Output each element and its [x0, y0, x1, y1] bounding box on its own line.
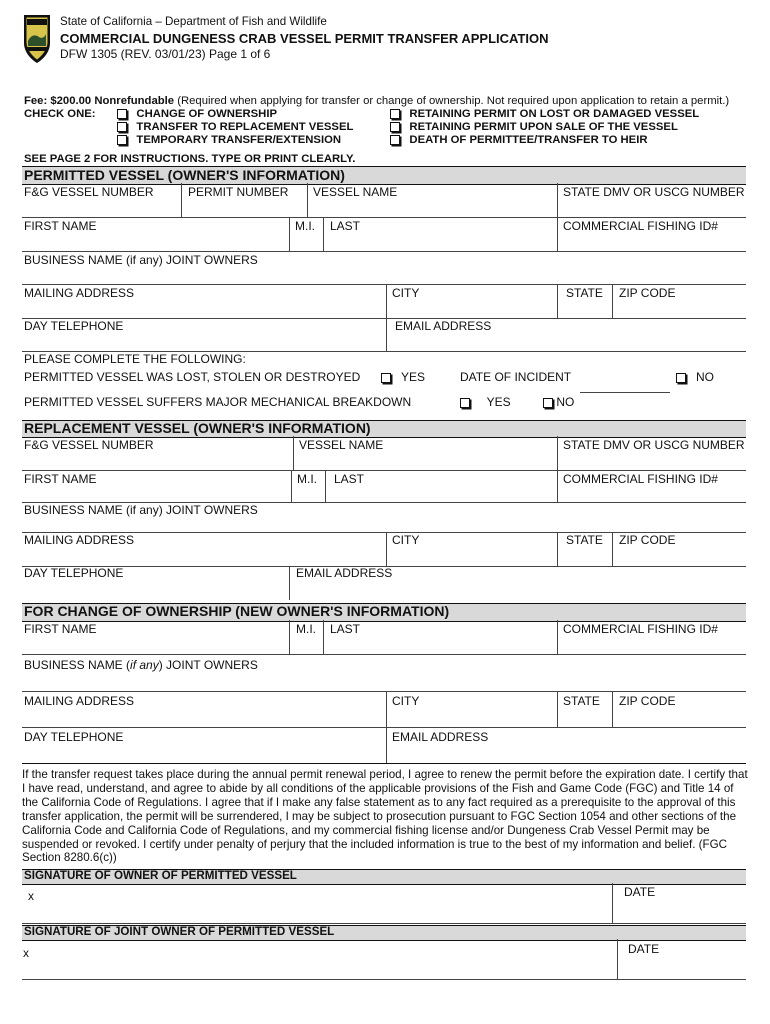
business-italic: if any [130, 658, 159, 672]
day-telephone-label: DAY TELEPHONE [24, 730, 124, 744]
form-title: COMMERCIAL DUNGENESS CRAB VESSEL PERMIT TRANSFER APPLICATION [60, 31, 549, 46]
fee-note: (Required when applying for transfer or change of ownership. Not required upon application to retain a permit.) [177, 95, 730, 107]
fishing-id-field[interactable] [558, 486, 746, 501]
state-dmv-label: STATE DMV OR USCG NUMBER [563, 438, 745, 452]
city-field[interactable] [387, 709, 556, 726]
option-label: TRANSFER TO REPLACEMENT VESSEL [136, 121, 354, 133]
mi-field[interactable] [290, 233, 322, 250]
checkbox[interactable] [381, 373, 391, 383]
divider [22, 654, 746, 655]
business-name-label: BUSINESS NAME (if any) JOINT OWNERS [24, 253, 258, 267]
fee-line [24, 95, 729, 107]
mi-label: M.I. [296, 622, 316, 636]
joint-date-label: DATE [628, 942, 660, 956]
mi-field[interactable] [290, 636, 322, 653]
owner-signature-x: x [28, 889, 34, 903]
mailing-address-label: MAILING ADDRESS [24, 286, 135, 300]
checkbox[interactable] [543, 398, 553, 408]
fishing-id-label: COMMERCIAL FISHING ID# [563, 622, 718, 636]
last-name-label: LAST [330, 219, 361, 233]
last-name-field[interactable] [324, 636, 556, 653]
first-name-label: FIRST NAME [24, 472, 97, 486]
fg-vessel-number-label: F&G VESSEL NUMBER [24, 438, 154, 452]
joint-date-field[interactable] [619, 956, 746, 978]
joint-signature-field[interactable] [22, 940, 616, 978]
last-name-field[interactable] [326, 486, 556, 501]
option-retain-lost[interactable] [390, 108, 699, 120]
divider [22, 318, 746, 319]
city-label: CITY [392, 694, 420, 708]
option-temporary-transfer[interactable] [117, 134, 341, 146]
divider [22, 727, 746, 728]
checkbox[interactable] [390, 109, 400, 119]
city-field[interactable] [387, 548, 556, 565]
yes-label: YES [401, 370, 426, 384]
checkbox[interactable] [117, 109, 127, 119]
no-label: NO [696, 370, 715, 384]
day-telephone-label: DAY TELEPHONE [24, 319, 124, 333]
agency-logo [22, 13, 52, 65]
replacement-vessel-heading: REPLACEMENT VESSEL (OWNER'S INFORMATION) [24, 420, 371, 436]
breakdown-no-option[interactable] [543, 395, 574, 409]
vessel-name-label: VESSEL NAME [299, 438, 384, 452]
first-name-field[interactable] [22, 233, 288, 250]
email-field[interactable] [290, 581, 746, 598]
vessel-name-field[interactable] [294, 452, 556, 469]
fee-amount: Fee: $200.00 Nonrefundable [24, 95, 175, 107]
agency-name: State of California – Department of Fish and Wildlife [60, 15, 327, 28]
permit-number-field[interactable] [182, 199, 306, 216]
zip-code-field[interactable] [613, 709, 746, 726]
fishing-id-field[interactable] [558, 233, 746, 250]
fishing-id-label: COMMERCIAL FISHING ID# [563, 219, 718, 233]
first-name-label: FIRST NAME [24, 219, 97, 233]
divider [22, 979, 746, 980]
fg-vessel-number-field[interactable] [22, 199, 180, 216]
owner-signature-field[interactable] [22, 884, 612, 922]
owner-date-field[interactable] [614, 899, 746, 921]
divider [617, 939, 618, 979]
option-label: TEMPORARY TRANSFER/EXTENSION [136, 134, 342, 146]
form-id: DFW 1305 (REV. 03/01/23) Page 1 of 6 [60, 47, 271, 61]
mailing-address-field[interactable] [22, 300, 385, 317]
email-label: EMAIL ADDRESS [392, 730, 489, 744]
state-dmv-field[interactable] [558, 452, 746, 469]
day-telephone-field[interactable] [22, 745, 385, 762]
state-label: STATE [566, 533, 603, 547]
joint-signature-x: x [23, 946, 29, 960]
owner-signature-label: SIGNATURE OF OWNER OF PERMITTED VESSEL [24, 869, 297, 882]
lost-no-option[interactable] [676, 370, 714, 384]
mailing-address-label: MAILING ADDRESS [24, 533, 135, 547]
divider [22, 251, 746, 252]
divider [22, 470, 746, 471]
permit-number-label: PERMIT NUMBER [188, 185, 289, 199]
city-label: CITY [392, 286, 420, 300]
date-of-incident-label: DATE OF INCIDENT [460, 370, 572, 384]
mi-field[interactable] [292, 486, 324, 501]
please-complete-label: PLEASE COMPLETE THE FOLLOWING: [24, 352, 246, 366]
divider [22, 217, 746, 218]
mailing-address-field[interactable] [22, 709, 385, 726]
zip-code-field[interactable] [613, 300, 746, 317]
option-label: RETAINING PERMIT UPON SALE OF THE VESSEL [409, 121, 678, 133]
last-name-label: LAST [334, 472, 365, 486]
day-telephone-field[interactable] [22, 333, 385, 350]
state-field[interactable] [558, 709, 611, 726]
yes-label: YES [486, 395, 511, 409]
instructions-note: SEE PAGE 2 FOR INSTRUCTIONS. TYPE OR PRINT CLEARLY. [24, 153, 356, 165]
business-name-label: BUSINESS NAME (if any) JOINT OWNERS [24, 503, 258, 517]
first-name-field[interactable] [22, 636, 288, 653]
state-field[interactable] [558, 300, 611, 317]
zip-code-label: ZIP CODE [619, 533, 676, 547]
city-label: CITY [392, 533, 420, 547]
divider [22, 763, 746, 764]
last-name-field[interactable] [324, 233, 556, 250]
fishing-id-field[interactable] [558, 636, 746, 653]
fg-vessel-number-label: F&G VESSEL NUMBER [24, 185, 154, 199]
checkbox[interactable] [117, 122, 127, 132]
new-owner-heading: FOR CHANGE OF OWNERSHIP (NEW OWNER'S INFORMATION) [24, 603, 450, 619]
mi-label: M.I. [297, 472, 317, 486]
date-of-incident-field[interactable] [580, 378, 670, 393]
divider [22, 923, 746, 924]
checkbox[interactable] [390, 135, 400, 145]
certification-text: If the transfer request takes place during the annual permit renewal period, I agree to renew the permit before the expiration date. I certify that I have read, understand, and agree to abide by all conditions of the applicable provisions of the Fish and Game Code (FGC) and Title 14 of the California Code of Regulations. I agree that if I make any false statement as to any fact required as a prerequisite to the approval of this transfer application, the permit will be surrendered, I may be subject to prosecution pursuant to FGC Section 1054 and other sections of the California Code and California Code of Regulations, and my commercial fishing license and/or Dungeness Crab Vessel Permit may be suspended or revoked. I certify under penalty of perjury that the included information is true to the best of my information and belief. (FGC Section 8280.6(c)) [22, 768, 748, 865]
vessel-name-label: VESSEL NAME [313, 185, 398, 199]
state-dmv-label: STATE DMV OR USCG NUMBER [563, 185, 745, 199]
breakdown-yes-option[interactable] [460, 395, 511, 409]
zip-code-label: ZIP CODE [619, 694, 676, 708]
business-name-label [24, 658, 258, 672]
business-name-field[interactable] [22, 517, 746, 531]
option-death-heir[interactable] [390, 134, 648, 146]
last-name-label: LAST [330, 622, 361, 636]
mailing-address-label: MAILING ADDRESS [24, 694, 135, 708]
no-label: NO [556, 395, 575, 409]
vessel-name-field[interactable] [308, 199, 556, 216]
first-name-label: FIRST NAME [24, 622, 97, 636]
checkbox[interactable] [676, 373, 686, 383]
city-field[interactable] [387, 300, 556, 317]
mailing-address-field[interactable] [22, 548, 385, 565]
business-name-field[interactable] [22, 674, 746, 690]
email-label: EMAIL ADDRESS [395, 319, 492, 333]
check-one-label: CHECK ONE: [24, 108, 96, 120]
email-field[interactable] [387, 333, 746, 350]
option-label: RETAINING PERMIT ON LOST OR DAMAGED VESSEL [409, 108, 700, 120]
fishing-id-label: COMMERCIAL FISHING ID# [563, 472, 718, 486]
state-label: STATE [563, 694, 600, 708]
option-transfer-replacement[interactable] [117, 121, 353, 133]
checkbox[interactable] [460, 398, 470, 408]
email-label: EMAIL ADDRESS [296, 566, 393, 580]
lost-yes-option[interactable] [381, 370, 425, 384]
divider [612, 883, 613, 923]
state-field[interactable] [558, 548, 611, 565]
business-prefix: BUSINESS NAME ( [24, 658, 131, 672]
zip-code-label: ZIP CODE [619, 286, 676, 300]
mi-label: M.I. [295, 219, 315, 233]
option-change-of-ownership[interactable] [117, 108, 277, 120]
option-label: CHANGE OF OWNERSHIP [136, 108, 278, 120]
joint-owner-signature-label: SIGNATURE OF JOINT OWNER OF PERMITTED VESSEL [24, 925, 335, 938]
business-name-field[interactable] [22, 267, 746, 283]
business-suffix: ) JOINT OWNERS [158, 658, 258, 672]
permitted-vessel-heading: PERMITTED VESSEL (OWNER'S INFORMATION) [24, 167, 345, 183]
day-telephone-label: DAY TELEPHONE [24, 566, 124, 580]
state-label: STATE [566, 286, 603, 300]
checkbox[interactable] [117, 135, 127, 145]
breakdown-question: PERMITTED VESSEL SUFFERS MAJOR MECHANICAL BREAKDOWN [24, 395, 412, 409]
first-name-field[interactable] [22, 486, 290, 501]
fg-vessel-number-field[interactable] [22, 452, 292, 469]
option-label: DEATH OF PERMITTEE/TRANSFER TO HEIR [409, 134, 648, 146]
state-dmv-field[interactable] [558, 199, 746, 216]
email-field[interactable] [387, 745, 746, 762]
divider [22, 691, 746, 692]
checkbox[interactable] [390, 122, 400, 132]
owner-date-label: DATE [624, 885, 656, 899]
option-retain-sale[interactable] [390, 121, 678, 133]
zip-code-field[interactable] [613, 548, 746, 565]
divider [22, 284, 746, 285]
day-telephone-field[interactable] [22, 581, 288, 598]
lost-vessel-question: PERMITTED VESSEL WAS LOST, STOLEN OR DESTROYED [24, 370, 361, 384]
